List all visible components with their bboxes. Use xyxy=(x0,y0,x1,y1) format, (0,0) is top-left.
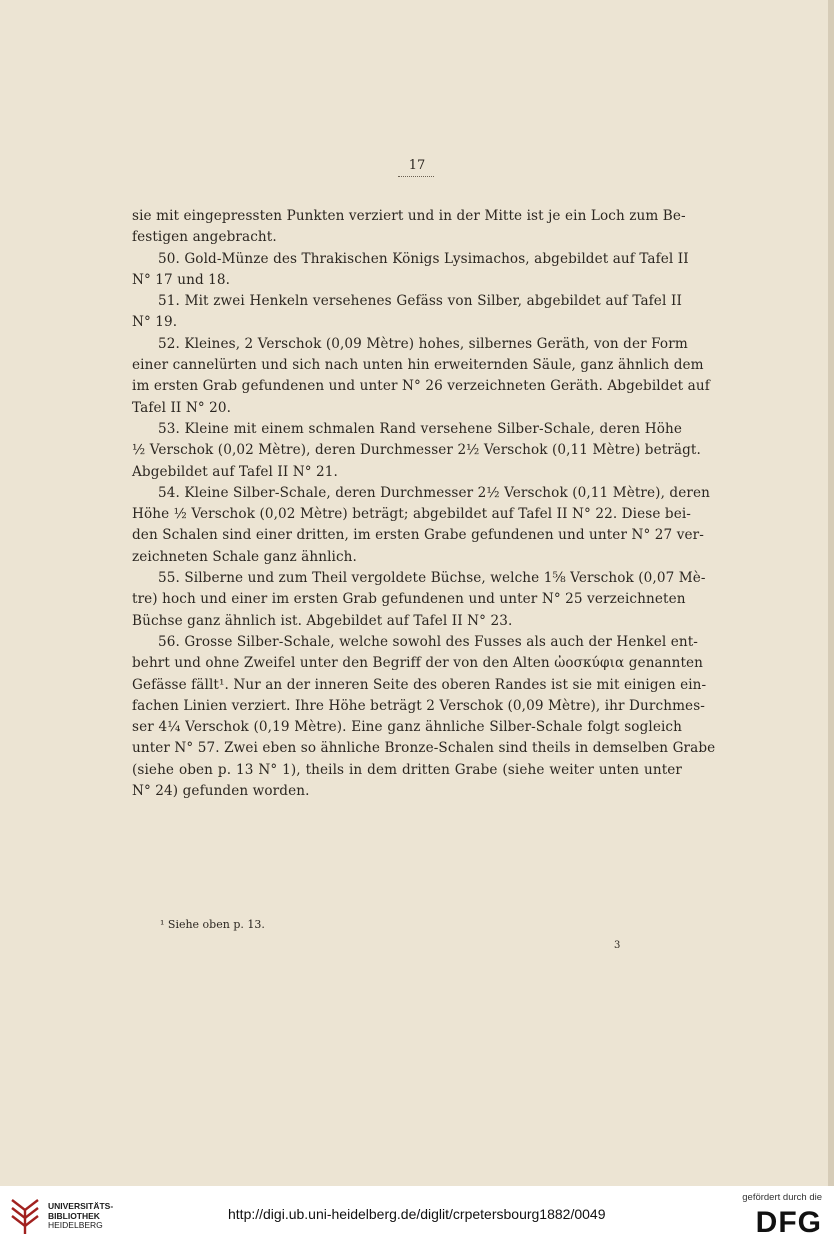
text-line: festigen angebracht. xyxy=(132,229,277,246)
text-line: Gefässe fällt¹. Nur an der inneren Seite des oberen Randes ist sie mit einigen ein- xyxy=(132,676,707,693)
footnote: ¹ Siehe oben p. 13. xyxy=(160,918,265,931)
item-55-line: 55. Silberne und zum Theil vergoldete Büchse, welche 1⅝ Verschok (0,07 Mè- xyxy=(158,570,706,587)
library-name-line: UNIVERSITÄTS- xyxy=(48,1201,114,1211)
text-line: Abgebildet auf Tafel II N° 21. xyxy=(132,463,338,480)
text-line: N° 24) gefunden worden. xyxy=(132,783,310,800)
body-text xyxy=(132,206,716,802)
text-line: N° 19. xyxy=(132,314,178,331)
text-line: im ersten Grab gefundenen und unter N° 26 verzeichneten Geräth. Abgebildet auf xyxy=(132,378,710,395)
text-line: unter N° 57. Zwei eben so ähnliche Bronze-Schalen sind theils in demselben Grabe xyxy=(132,740,716,757)
text-line: zeichneten Schale ganz ähnlich. xyxy=(132,548,357,565)
item-52-line: 52. Kleines, 2 Verschok (0,09 Mètre) hohes, silbernes Geräth, von der Form xyxy=(158,335,688,352)
text-line: einer cannelürten und sich nach unten hin erweiternden Säule, ganz ähnlich dem xyxy=(132,357,704,374)
item-51-line: 51. Mit zwei Henkeln versehenes Gefäss von Silber, abgebildet auf Tafel II xyxy=(158,293,682,310)
text-line: Tafel II N° 20. xyxy=(132,399,232,416)
text-line: sie mit eingepressten Punkten verziert und in der Mitte ist je ein Loch zum Be- xyxy=(132,208,686,224)
sponsor-caption: gefördert durch die xyxy=(742,1192,822,1203)
signature-mark: 3 xyxy=(614,940,621,951)
text-line: fachen Linien verziert. Ihre Höhe beträgt 2 Verschok (0,09 Mètre), ihr Durchmes- xyxy=(132,697,705,714)
text-line: tre) hoch und einer im ersten Grab gefundenen und unter N° 25 verzeichneten xyxy=(132,591,686,608)
item-56-line: 56. Grosse Silber-Schale, welche sowohl des Fusses als auch der Henkel ent- xyxy=(158,633,698,650)
library-name xyxy=(48,1202,113,1231)
item-50-line: 50. Gold-Münze des Thrakischen Königs Lysimachos, abgebildet auf Tafel II xyxy=(158,250,689,267)
page-number: 17 xyxy=(408,158,426,173)
text-line: behrt und ohne Zweifel unter den Begriff der von den Alten ὠοσκύφια genannten xyxy=(132,655,704,672)
library-name-line: BIBLIOTHEK xyxy=(48,1210,100,1221)
text-line: ½ Verschok (0,02 Mètre), deren Durchmesser 2½ Verschok (0,11 Mètre) beträgt. xyxy=(132,442,701,459)
digitization-footer xyxy=(0,1186,834,1246)
item-53-line: 53. Kleine mit einem schmalen Rand versehene Silber-Schale, deren Höhe xyxy=(158,420,682,437)
university-library-logo-icon xyxy=(8,1194,42,1238)
item-54-line: 54. Kleine Silber-Schale, deren Durchmesser 2½ Verschok (0,11 Mètre), deren xyxy=(158,484,710,501)
text-line: (siehe oben p. 13 N° 1), theils in dem dritten Grabe (siehe weiter unten unter xyxy=(132,761,682,778)
text-line: den Schalen sind einer dritten, im ersten Grabe gefundenen und unter N° 27 ver- xyxy=(132,527,704,544)
text-line: N° 17 und 18. xyxy=(132,271,231,288)
page-edge xyxy=(828,0,834,1186)
dfg-logo: DFG xyxy=(755,1206,822,1239)
text-line: Büchse ganz ähnlich ist. Abgebildet auf Tafel II N° 23. xyxy=(132,612,513,629)
text-line: ser 4¼ Verschok (0,19 Mètre). Eine ganz ähnliche Silber-Schale folgt sogleich xyxy=(132,719,682,736)
source-url-link[interactable]: http://digi.ub.uni-heidelberg.de/diglit/crpetersbourg1882/0049 xyxy=(228,1206,606,1222)
library-name-line: HEIDELBERG xyxy=(48,1220,103,1230)
page-number-ornament xyxy=(398,176,434,177)
text-line: Höhe ½ Verschok (0,02 Mètre) beträgt; abgebildet auf Tafel II N° 22. Diese bei- xyxy=(132,506,692,523)
